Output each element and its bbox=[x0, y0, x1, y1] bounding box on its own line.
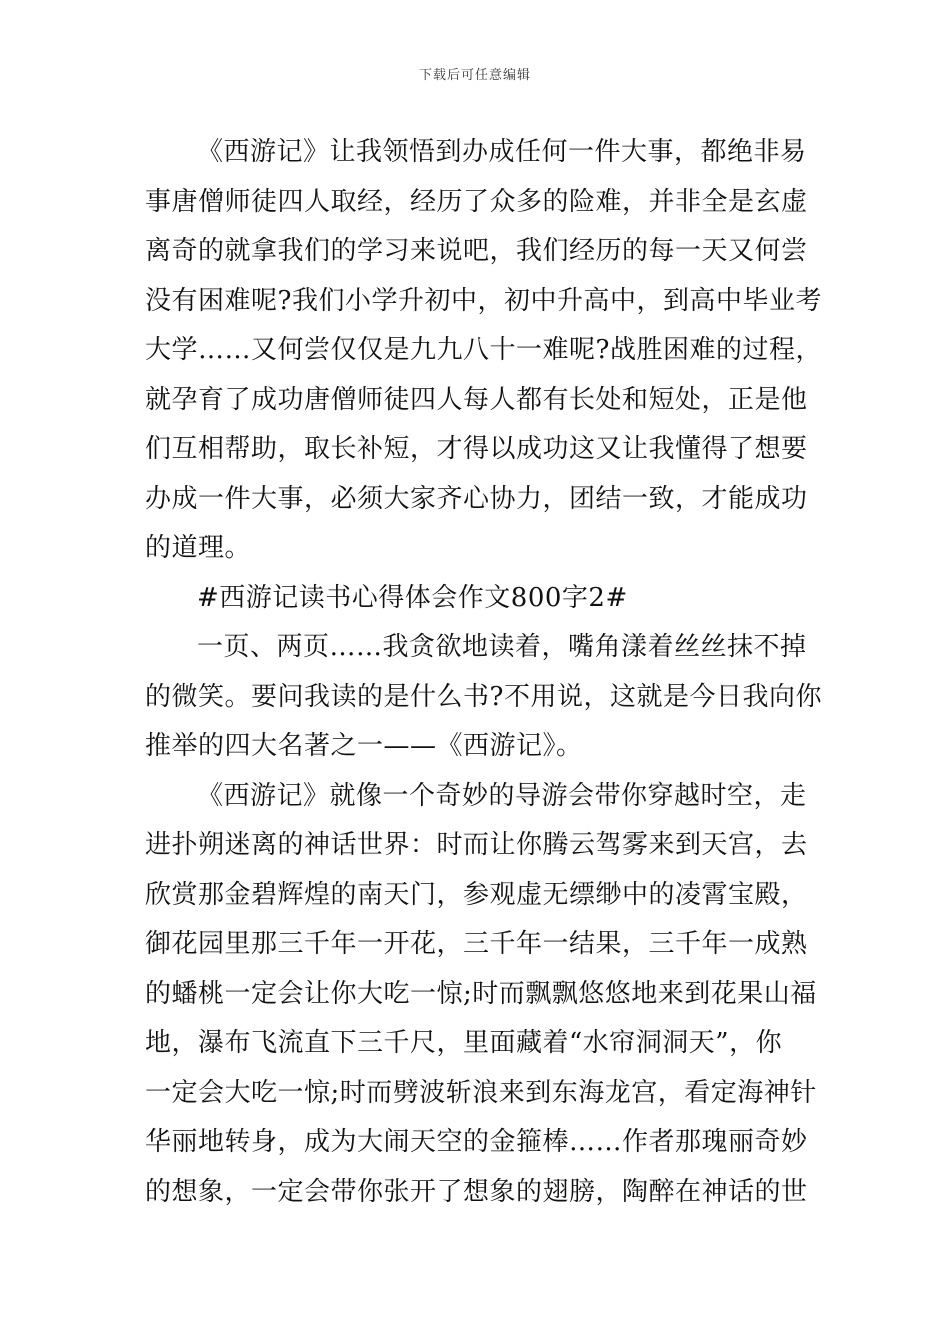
text-line: 事唐僧师徒四人取经，经历了众多的险难，并非全是玄虚 bbox=[145, 186, 808, 217]
text-line: 没有困难呢?我们小学升初中，初中升高中，到高中毕业考 bbox=[145, 285, 822, 316]
text-line: 的想象，一定会带你张开了想象的翅膀，陶醉在神话的世 bbox=[145, 1176, 808, 1207]
text-line: 的道理。 bbox=[145, 533, 252, 563]
text-line: 办成一件大事，必须大家齐心协力，团结一致，才能成功 bbox=[145, 483, 808, 514]
text-line: 一定会大吃一惊;时而劈波斩浪来到东海龙宫，看定海神针 bbox=[145, 1077, 817, 1108]
text-line: 的微笑。要问我读的是什么书?不用说，这就是今日我向你 bbox=[145, 681, 822, 712]
text-line: 御花园里那三千年一开花，三千年一结果，三千年一成熟 bbox=[145, 929, 808, 959]
text-line: 欣赏那金碧辉煌的南天门，参观虚无缥缈中的凌霄宝殿， bbox=[145, 879, 808, 910]
text-line: 《西游记》让我领悟到办成任何一件大事，都绝非易 bbox=[197, 137, 807, 167]
text-line: 一页、两页……我贪欲地读着，嘴角漾着丝丝抹不掉 bbox=[197, 632, 807, 662]
section-heading: #西游记读书心得体会作文800字2# bbox=[197, 582, 628, 613]
text-line: 推举的四大名著之一——《西游记》。 bbox=[145, 731, 583, 761]
text-line: 《西游记》就像一个奇妙的导游会带你穿越时空，走 bbox=[197, 780, 807, 811]
body-text bbox=[145, 128, 822, 1217]
text-line: 就孕育了成功唐僧师徒四人每人都有长处和短处，正是他 bbox=[145, 384, 808, 415]
text-line: 地，瀑布飞流直下三千尺，里面藏着“水帘洞洞天”，你 bbox=[145, 1028, 783, 1058]
text-line: 们互相帮助，取长补短，才得以成功这又让我懂得了想要 bbox=[145, 434, 808, 464]
text-line: 华丽地转身，成为大闹天空的金箍棒……作者那瑰丽奇妙 bbox=[145, 1127, 808, 1157]
text-line: 离奇的就拿我们的学习来说吧，我们经历的每一天又何尝 bbox=[145, 236, 808, 266]
text-line: 的蟠桃一定会让你大吃一惊;时而飘飘悠悠地来到花果山福 bbox=[145, 978, 817, 1009]
text-line: 大学……又何尝仅仅是九九八十一难呢?战胜困难的过程， bbox=[145, 335, 822, 365]
text-line: 进扑朔迷离的神话世界：时而让你腾云驾雾来到天宫，去 bbox=[145, 830, 808, 860]
header-note: 下载后可任意编辑 bbox=[418, 68, 531, 83]
